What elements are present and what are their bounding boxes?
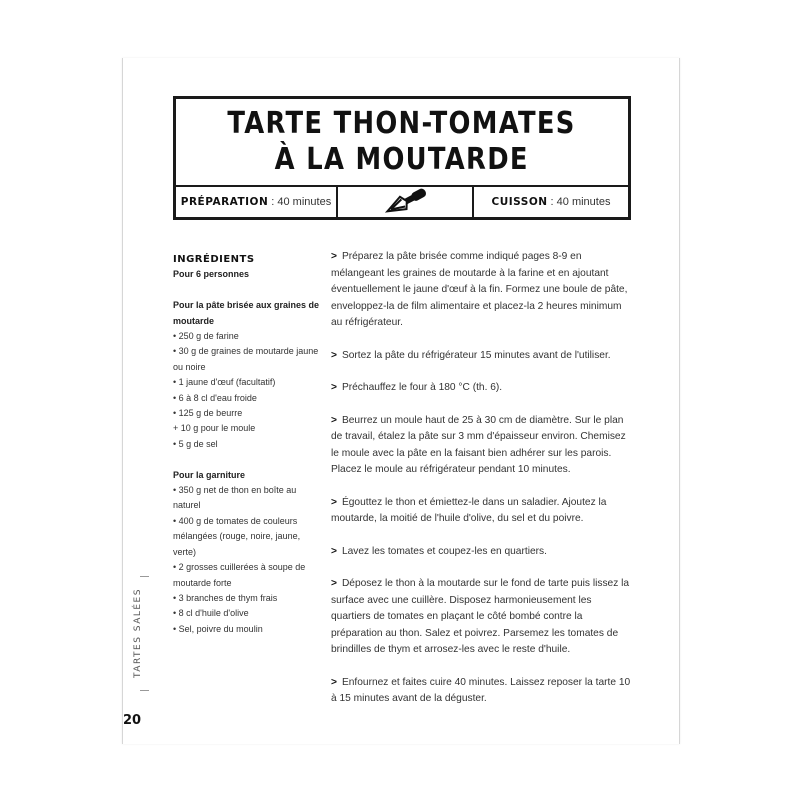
ingredients-column	[173, 252, 323, 637]
step-text: Beurrez un moule haut de 25 à 30 cm de diamètre. Sur le plan de travail, étalez la pâte sur 3 mm d'épaisseur environ. Chemisez le moule avec la pâte en la faisant bien adhérer sur les parois. Placez le moule au réfrigérateur pendant 10 minutes.	[331, 414, 626, 475]
prep-value: : 40 minutes	[271, 196, 332, 208]
ingredient-item: • 8 cl d'huile d'olive	[173, 608, 249, 619]
prep-label: PRÉPARATION	[180, 196, 269, 208]
recipe-page	[122, 58, 680, 744]
step-marker: >	[331, 382, 337, 393]
step	[331, 249, 631, 332]
prep-time	[176, 187, 338, 217]
step-text: Préchauffez le four à 180 °C (th. 6).	[341, 382, 503, 393]
recipe-title-box	[173, 96, 631, 220]
step-marker: >	[331, 676, 337, 688]
ingredient-item: • 5 g de sel	[173, 438, 218, 449]
step-marker: >	[331, 349, 337, 361]
step-marker: >	[331, 496, 337, 508]
title-line-2: À LA MOUTARDE	[274, 142, 530, 177]
side-rule-bottom	[140, 690, 149, 691]
step-text: Égouttez le thon et émiettez-le dans un saladier. Ajoutez la moutarde, la moitié de l'huile d'olive, du sel et du poivre.	[331, 496, 607, 524]
page-number: 20	[123, 713, 142, 728]
trowel-icon	[338, 187, 474, 217]
ingredient-item: • 3 branches de thym frais	[173, 592, 278, 603]
step	[331, 380, 631, 397]
ingredient-item: • 125 g de beurre	[173, 408, 243, 419]
servings: Pour 6 personnes	[173, 269, 250, 280]
step-text: Déposez le thon à la moutarde sur le fond de tarte puis lissez la surface avec une cuillère. Disposez harmonieusement les quartiers de tomates en plaçant le côté bombé contre la préparation au thon. Salez et poivrez. Parsemez les tomates de brindilles de thym et arrosez-les avec le reste d'huile.	[331, 578, 630, 655]
ingredient-item: • 2 grosses cuillerées à soupe de moutarde forte	[173, 562, 306, 588]
cook-value: : 40 minutes	[550, 196, 611, 208]
cook-time	[474, 187, 628, 217]
step-text: Enfournez et faites cuire 40 minutes. Laissez reposer la tarte 10 à 15 minutes avant de la déguster.	[331, 676, 631, 704]
step	[331, 348, 631, 365]
step-marker: >	[331, 251, 337, 262]
step	[331, 413, 631, 479]
step-text: Lavez les tomates et coupez-les en quartiers.	[341, 545, 547, 557]
step-marker: >	[331, 578, 337, 589]
side-rule-top	[140, 576, 149, 577]
step-text: Préparez la pâte brisée comme indiqué pages 8-9 en mélangeant les graines de moutarde à la farine et en ajoutant éventuellement le jaune d'œuf à la fin. Formez une boule de pâte, enveloppez-la de film alimentaire et placez-la 2 heures minimum au réfrigérateur.	[331, 251, 628, 328]
recipe-meta-row	[176, 185, 628, 217]
step	[331, 495, 631, 528]
ingredient-item: • 30 g de graines de moutarde jaune ou noire	[173, 346, 319, 372]
pastry-heading: Pour la pâte brisée aux graines de moutarde	[173, 300, 320, 326]
ingredient-item: • 6 à 8 cl d'eau froide	[173, 392, 257, 403]
filling-heading: Pour la garniture	[173, 469, 246, 480]
recipe-title	[176, 99, 628, 185]
ingredient-item: • 250 g de farine	[173, 331, 239, 342]
step	[331, 544, 631, 561]
step-marker: >	[331, 545, 337, 557]
ingredients-heading: INGRÉDIENTS	[173, 254, 255, 265]
ingredient-item: • 350 g net de thon en boîte au naturel	[173, 485, 297, 511]
steps-column	[331, 249, 631, 724]
ingredient-item: • 1 jaune d'œuf (facultatif)	[173, 377, 276, 388]
step-text: Sortez la pâte du réfrigérateur 15 minutes avant de l'utiliser.	[341, 349, 611, 361]
step	[331, 576, 631, 659]
step	[331, 675, 631, 708]
title-line-1: TARTE THON-TOMATES	[227, 106, 577, 141]
ingredient-item: • Sel, poivre du moulin	[173, 623, 263, 634]
ingredient-item: • 400 g de tomates de couleurs mélangées (rouge, noire, jaune, verte)	[173, 515, 301, 557]
ingredient-item: + 10 g pour le moule	[173, 423, 256, 434]
cook-label: CUISSON	[491, 196, 548, 208]
step-marker: >	[331, 414, 337, 426]
section-label: TARTES SALÉES	[133, 588, 143, 678]
